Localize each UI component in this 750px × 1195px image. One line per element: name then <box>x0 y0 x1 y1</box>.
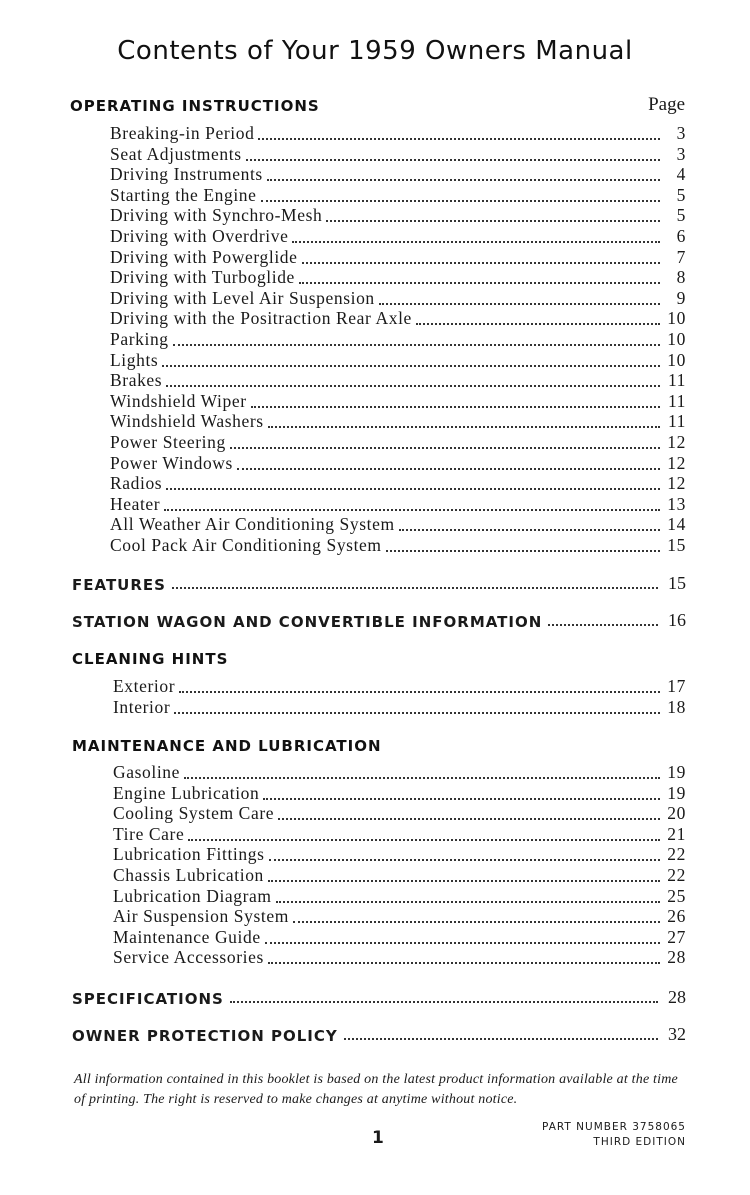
part-number: PART NUMBER 3758065 <box>542 1121 686 1133</box>
toc-entry-page: 25 <box>667 885 686 906</box>
dot-leader <box>179 691 660 693</box>
toc-entry-page: 22 <box>667 865 686 885</box>
dot-leader <box>230 447 660 449</box>
toc-entry-specifications[interactable] <box>72 986 686 1008</box>
toc-entry-page: 5 <box>676 205 686 226</box>
dot-leader <box>162 365 660 367</box>
toc-entry-page: 15 <box>668 573 686 593</box>
page-title: Contents of Your 1959 Owners Manual <box>117 36 633 66</box>
toc-entry-label: STATION WAGON AND CONVERTIBLE INFORMATION <box>72 613 543 631</box>
toc-entry-label: Driving with Overdrive <box>110 226 289 246</box>
toc-entry[interactable] <box>110 432 686 453</box>
toc-entry-label: All Weather Air Conditioning System <box>110 514 395 535</box>
toc-entry-label: Parking <box>110 329 169 349</box>
toc-entry-owner-protection[interactable] <box>72 1023 686 1045</box>
toc-entry[interactable] <box>110 205 686 226</box>
dot-leader <box>265 942 660 944</box>
toc-entry-label: Air Suspension System <box>113 906 289 927</box>
page-number: 1 <box>372 1128 384 1148</box>
dot-leader <box>292 241 660 243</box>
dot-leader <box>172 587 658 589</box>
toc-entry-page: 28 <box>668 987 686 1007</box>
toc-entry-page: 17 <box>667 676 686 696</box>
toc-entry-page: 12 <box>667 452 686 473</box>
toc-entry-page: 19 <box>667 762 686 782</box>
toc-entry-label: Maintenance Guide <box>113 926 261 947</box>
toc-entry-label: Breaking-in Period <box>110 123 255 143</box>
toc-entry-page: 12 <box>667 432 686 452</box>
toc-entry-label: Service Accessories <box>113 947 264 968</box>
dot-leader <box>269 859 660 861</box>
toc-entry[interactable] <box>113 783 686 804</box>
toc-entry-label: Lubrication Fittings <box>113 844 265 865</box>
section-heading-cleaning: CLEANING HINTS <box>72 650 229 668</box>
toc-entry-page: 16 <box>668 610 686 630</box>
toc-entry-label: Driving with the Positraction Rear Axle <box>110 308 412 329</box>
toc-entry-label: Interior <box>113 696 171 717</box>
edition: THIRD EDITION <box>593 1136 686 1148</box>
toc-entry[interactable] <box>110 370 686 391</box>
toc-entry[interactable] <box>110 494 686 515</box>
dot-leader <box>386 550 660 552</box>
toc-entry-label: Starting the Engine <box>110 184 257 205</box>
toc-entry-label: Windshield Wiper <box>110 390 247 411</box>
toc-entry-page: 27 <box>667 926 686 947</box>
toc-entry-page: 12 <box>667 473 686 494</box>
toc-entry[interactable] <box>110 164 686 185</box>
toc-entry-label: Engine Lubrication <box>113 782 260 803</box>
toc-entry-label: OWNER PROTECTION POLICY <box>72 1027 338 1045</box>
dot-leader <box>399 529 660 531</box>
toc-entry[interactable] <box>110 514 686 535</box>
toc-entry-page: 4 <box>676 164 686 185</box>
dot-leader <box>299 282 660 284</box>
toc-entry-page: 6 <box>676 226 686 246</box>
toc-entry[interactable] <box>110 308 686 329</box>
toc-entry-page: 10 <box>667 349 686 370</box>
dot-leader <box>184 777 660 779</box>
toc-entry-page: 26 <box>667 906 686 927</box>
dot-leader <box>293 921 660 923</box>
toc-entry-page: 11 <box>667 390 686 411</box>
toc-entry[interactable] <box>113 865 686 886</box>
toc-entry[interactable] <box>110 350 686 371</box>
dot-leader <box>246 159 660 161</box>
dot-leader <box>188 839 660 841</box>
toc-entry-page: 11 <box>667 370 686 391</box>
dot-leader <box>164 509 660 511</box>
toc-entry[interactable] <box>113 906 686 927</box>
part-number-block <box>542 1120 686 1150</box>
toc-entry-page: 14 <box>667 514 686 535</box>
toc-entry-page: 8 <box>676 267 686 288</box>
toc-entry-page: 32 <box>668 1024 686 1044</box>
toc-entry-label: Tire Care <box>113 823 185 844</box>
dot-leader <box>278 818 660 820</box>
toc-entry[interactable] <box>110 144 686 165</box>
toc-entry-label: Lights <box>110 349 159 370</box>
dot-leader <box>268 962 660 964</box>
toc-entry-label: Driving with Level Air Suspension <box>110 287 375 308</box>
toc-entry-page: 11 <box>667 411 686 432</box>
toc-entry-page: 28 <box>667 947 686 968</box>
dot-leader <box>268 880 660 882</box>
toc-entry[interactable] <box>113 844 686 865</box>
toc-entry-page: 13 <box>667 493 686 514</box>
toc-entry-label: Lubrication Diagram <box>113 885 272 906</box>
toc-entry-page: 15 <box>667 535 686 555</box>
toc-entry-label: Windshield Washers <box>110 411 264 432</box>
toc-entry-label: SPECIFICATIONS <box>72 990 224 1008</box>
toc-entry-page: 5 <box>676 184 686 205</box>
dot-leader <box>276 901 660 903</box>
toc-entry[interactable] <box>110 123 686 144</box>
page-column-label: Page <box>648 94 685 115</box>
toc-entry-label: Power Windows <box>110 452 233 473</box>
toc-entry-label: Driving with Synchro-Mesh <box>110 205 323 226</box>
toc-entry[interactable] <box>113 927 686 948</box>
toc-entry-label: Gasoline <box>113 762 181 782</box>
toc-entry[interactable] <box>113 947 686 968</box>
dot-leader <box>379 303 660 305</box>
toc-entry-label: Seat Adjustments <box>110 143 242 164</box>
toc-entry[interactable] <box>113 697 686 718</box>
toc-entry-label: Cool Pack Air Conditioning System <box>110 535 382 555</box>
toc-entry-label: FEATURES <box>72 576 166 594</box>
toc-entry-page: 10 <box>667 308 686 329</box>
dot-leader <box>230 1001 658 1003</box>
toc-entry-page: 10 <box>667 329 686 349</box>
dot-leader <box>344 1038 658 1040</box>
toc-entry-page: 20 <box>667 803 686 824</box>
toc-entry-page: 3 <box>676 143 686 164</box>
dot-leader <box>263 798 660 800</box>
toc-entry-label: Exterior <box>113 676 176 696</box>
dot-leader <box>268 426 660 428</box>
toc-entry[interactable] <box>113 803 686 824</box>
toc-entry-page: 19 <box>667 782 686 803</box>
toc-entry[interactable] <box>110 453 686 474</box>
toc-entry-page: 22 <box>667 844 686 865</box>
toc-entry[interactable] <box>113 762 686 783</box>
toc-entry[interactable] <box>113 886 686 907</box>
toc-entry[interactable] <box>110 247 686 268</box>
toc-entry-label: Driving with Turboglide <box>110 267 295 288</box>
toc-entry-label: Brakes <box>110 370 163 391</box>
toc-entry-page: 18 <box>667 696 686 717</box>
dot-leader <box>258 138 660 140</box>
toc-entry[interactable] <box>110 535 686 556</box>
disclaimer-notice: All information contained in this booklet is based on the latest product information available at the time of printing. The right is reserved to make changes at anytime without notice. <box>74 1072 678 1107</box>
section-heading-operating: OPERATING INSTRUCTIONS <box>70 97 320 115</box>
section-heading-maintenance: MAINTENANCE AND LUBRICATION <box>72 737 382 755</box>
toc-entry-label: Cooling System Care <box>113 803 275 824</box>
dot-leader <box>173 344 660 346</box>
toc-entry-label: Driving with Powerglide <box>110 246 298 267</box>
dot-leader <box>166 385 660 387</box>
toc-entry[interactable] <box>110 411 686 432</box>
dot-leader <box>416 323 660 325</box>
toc-entry-label: Driving Instruments <box>110 164 263 185</box>
dot-leader <box>302 262 661 264</box>
toc-entry-label: Radios <box>110 473 163 494</box>
toc-entry[interactable] <box>110 391 686 412</box>
toc-entry-station-wagon[interactable] <box>72 609 686 631</box>
dot-leader <box>548 624 658 626</box>
toc-entry-page: 9 <box>676 287 686 308</box>
toc-entry[interactable] <box>113 676 686 697</box>
toc-entry-label: Chassis Lubrication <box>113 865 264 885</box>
dot-leader <box>261 200 660 202</box>
toc-entry-page: 21 <box>667 823 686 844</box>
dot-leader <box>251 406 660 408</box>
toc-entry[interactable] <box>110 329 686 350</box>
toc-entry[interactable] <box>110 288 686 309</box>
dot-leader <box>166 488 660 490</box>
toc-entry-features[interactable] <box>72 572 686 594</box>
toc-entry[interactable] <box>110 473 686 494</box>
toc-entry-page: 7 <box>676 246 686 267</box>
toc-entry[interactable] <box>110 185 686 206</box>
dot-leader <box>237 468 660 470</box>
dot-leader <box>267 179 660 181</box>
dot-leader <box>326 220 660 222</box>
toc-entry-label: Power Steering <box>110 432 226 452</box>
toc-entry-label: Heater <box>110 493 161 514</box>
toc-entry[interactable] <box>110 226 686 247</box>
toc-entry-page: 3 <box>676 123 686 143</box>
toc-entry[interactable] <box>110 267 686 288</box>
dot-leader <box>174 712 660 714</box>
toc-entry[interactable] <box>113 824 686 845</box>
